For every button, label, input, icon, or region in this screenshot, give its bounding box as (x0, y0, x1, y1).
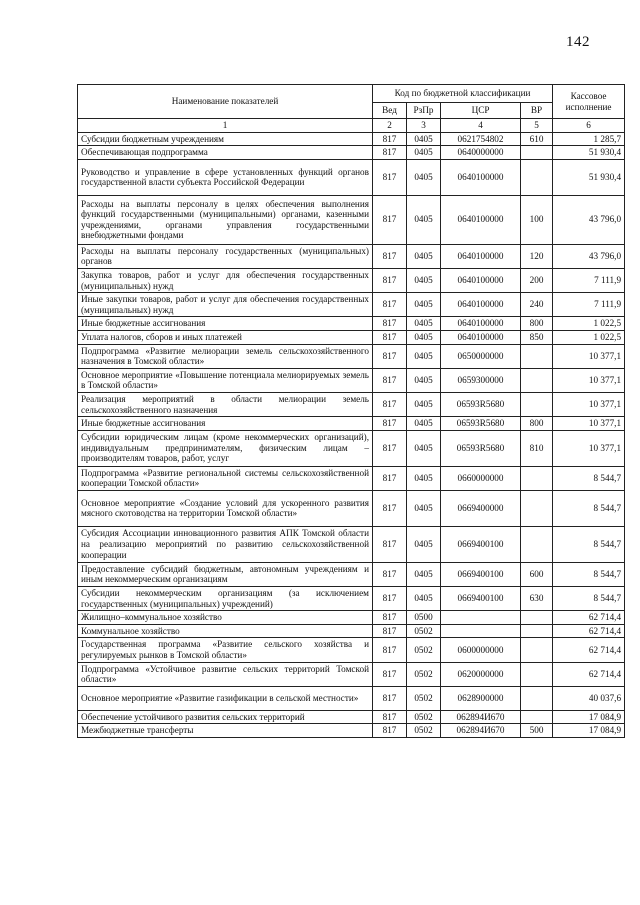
table-row (78, 490, 625, 526)
row-amount: 1 022,5 (553, 330, 625, 344)
row-csr: 0640100000 (441, 330, 521, 344)
header-code-group: Код по бюджетной классификации (373, 85, 553, 103)
row-vr: 810 (521, 430, 553, 466)
row-csr: 0660000000 (441, 466, 521, 490)
row-ved: 817 (373, 330, 407, 344)
row-name: Реализация мероприятий в области мелиорации земель сельскохозяйственного назначения (78, 392, 373, 416)
col-number: 1 (78, 119, 373, 133)
table-row (78, 611, 625, 625)
column-numbers-row (78, 119, 625, 133)
page-number: 142 (566, 34, 590, 50)
row-ved: 817 (373, 710, 407, 724)
table-row (78, 562, 625, 586)
row-ved: 817 (373, 195, 407, 244)
table-row (78, 159, 625, 195)
row-amount: 17 084,9 (553, 724, 625, 738)
row-rzpr: 0502 (407, 662, 441, 686)
row-ved: 817 (373, 662, 407, 686)
row-vr (521, 466, 553, 490)
row-vr (521, 146, 553, 160)
row-csr: 0640000000 (441, 146, 521, 160)
table-row (78, 268, 625, 292)
row-amount: 10 377,1 (553, 392, 625, 416)
row-name: Расходы на выплаты персоналу в целях обеспечения выполнения функций государственными (муниципальными) органами, казенными учреждениями, органами управления государственными внебюджетными фондами (78, 195, 373, 244)
row-amount: 62 714,4 (553, 662, 625, 686)
row-vr (521, 344, 553, 368)
row-name: Уплата налогов, сборов и иных платежей (78, 330, 373, 344)
row-ved: 817 (373, 244, 407, 268)
row-name: Иные закупки товаров, работ и услуг для обеспечения государственных (муниципальных) нужд (78, 293, 373, 317)
table-row (78, 417, 625, 431)
row-rzpr: 0405 (407, 466, 441, 490)
table-row (78, 132, 625, 146)
row-rzpr: 0405 (407, 562, 441, 586)
row-vr: 600 (521, 562, 553, 586)
row-vr: 630 (521, 587, 553, 611)
row-vr: 850 (521, 330, 553, 344)
row-name: Межбюджетные трансферты (78, 724, 373, 738)
row-ved: 817 (373, 562, 407, 586)
row-csr: 0628900000 (441, 686, 521, 710)
row-csr: 0640100000 (441, 159, 521, 195)
row-rzpr: 0405 (407, 244, 441, 268)
row-ved: 817 (373, 368, 407, 392)
row-name: Коммунальное хозяйство (78, 624, 373, 638)
row-name: Субсидии бюджетным учреждениям (78, 132, 373, 146)
row-csr: 0640100000 (441, 244, 521, 268)
row-name: Обеспечивающая подпрограмма (78, 146, 373, 160)
row-vr: 800 (521, 317, 553, 331)
row-amount: 10 377,1 (553, 417, 625, 431)
row-ved: 817 (373, 317, 407, 331)
header-rzpr: РзПр (407, 103, 441, 119)
table-row (78, 526, 625, 562)
row-name: Подпрограмма «Развитие мелиорации земель сельскохозяйственного назначения в Томской области» (78, 344, 373, 368)
table-row (78, 686, 625, 710)
row-vr: 800 (521, 417, 553, 431)
row-ved: 817 (373, 417, 407, 431)
row-csr: 0640100000 (441, 195, 521, 244)
row-amount: 1 022,5 (553, 317, 625, 331)
row-name: Основное мероприятие «Развитие газификации в сельской местности» (78, 686, 373, 710)
row-amount: 8 544,7 (553, 490, 625, 526)
row-ved: 817 (373, 344, 407, 368)
row-vr (521, 392, 553, 416)
row-amount: 10 377,1 (553, 430, 625, 466)
row-csr: 0669400100 (441, 562, 521, 586)
row-amount: 10 377,1 (553, 344, 625, 368)
row-rzpr: 0405 (407, 368, 441, 392)
row-vr (521, 368, 553, 392)
header-csr: ЦСР (441, 103, 521, 119)
table-row (78, 344, 625, 368)
row-rzpr: 0405 (407, 159, 441, 195)
row-vr: 610 (521, 132, 553, 146)
row-name: Расходы на выплаты персоналу государственных (муниципальных) органов (78, 244, 373, 268)
row-vr (521, 611, 553, 625)
table-row (78, 244, 625, 268)
table-row (78, 392, 625, 416)
table-row (78, 624, 625, 638)
row-ved: 817 (373, 466, 407, 490)
row-rzpr: 0405 (407, 490, 441, 526)
row-rzpr: 0502 (407, 624, 441, 638)
row-csr: 0640100000 (441, 268, 521, 292)
row-name: Субсидия Ассоциации инновационного развития АПК Томской области на реализацию мероприятий по развитию сельскохозяйственной кооперации (78, 526, 373, 562)
row-name: Иные бюджетные ассигнования (78, 417, 373, 431)
header-cash: Кассовое исполнение (553, 85, 625, 119)
row-rzpr: 0405 (407, 268, 441, 292)
row-rzpr: 0405 (407, 293, 441, 317)
row-ved: 817 (373, 159, 407, 195)
header-row-1 (78, 85, 625, 103)
row-amount: 62 714,4 (553, 611, 625, 625)
row-rzpr: 0405 (407, 317, 441, 331)
col-number: 3 (407, 119, 441, 133)
row-amount: 8 544,7 (553, 562, 625, 586)
row-name: Субсидии некоммерческим организациям (за исключением государственных (муниципальных) учреждений) (78, 587, 373, 611)
table-row (78, 430, 625, 466)
row-vr (521, 490, 553, 526)
row-rzpr: 0405 (407, 417, 441, 431)
row-name: Основное мероприятие «Повышение потенциала мелиорируемых земель в Томской области» (78, 368, 373, 392)
row-name: Иные бюджетные ассигнования (78, 317, 373, 331)
row-vr (521, 624, 553, 638)
row-name: Предоставление субсидий бюджетным, автономным учреждениям и иным некоммерческим организациям (78, 562, 373, 586)
row-ved: 817 (373, 638, 407, 662)
row-rzpr: 0405 (407, 526, 441, 562)
row-csr (441, 611, 521, 625)
row-amount: 1 285,7 (553, 132, 625, 146)
row-ved: 817 (373, 430, 407, 466)
row-amount: 8 544,7 (553, 587, 625, 611)
row-csr: 0600000000 (441, 638, 521, 662)
row-amount: 43 796,0 (553, 195, 625, 244)
row-ved: 817 (373, 293, 407, 317)
row-rzpr: 0502 (407, 638, 441, 662)
row-amount: 8 544,7 (553, 466, 625, 490)
row-ved: 817 (373, 490, 407, 526)
row-csr: 0650000000 (441, 344, 521, 368)
row-csr: 0669400100 (441, 526, 521, 562)
row-vr: 240 (521, 293, 553, 317)
row-rzpr: 0405 (407, 330, 441, 344)
table-row (78, 587, 625, 611)
row-amount: 62 714,4 (553, 624, 625, 638)
row-vr (521, 710, 553, 724)
row-ved: 817 (373, 587, 407, 611)
row-amount: 7 111,9 (553, 293, 625, 317)
col-number: 6 (553, 119, 625, 133)
table-row (78, 368, 625, 392)
row-amount: 40 037,6 (553, 686, 625, 710)
row-csr: 0620000000 (441, 662, 521, 686)
row-vr (521, 638, 553, 662)
col-number: 5 (521, 119, 553, 133)
header-name: Наименование показателей (78, 85, 373, 119)
row-amount: 51 930,4 (553, 146, 625, 160)
row-rzpr: 0500 (407, 611, 441, 625)
row-vr (521, 662, 553, 686)
row-name: Субсидии юридическим лицам (кроме некоммерческих организаций), индивидуальным предпринимателям, физическим лицам – производителям товаров, работ, услуг (78, 430, 373, 466)
row-ved: 817 (373, 611, 407, 625)
row-rzpr: 0405 (407, 430, 441, 466)
row-ved: 817 (373, 268, 407, 292)
row-csr: 0669400000 (441, 490, 521, 526)
table-body (78, 132, 625, 737)
row-amount: 62 714,4 (553, 638, 625, 662)
table-row (78, 662, 625, 686)
table-row (78, 146, 625, 160)
row-ved: 817 (373, 686, 407, 710)
row-amount: 10 377,1 (553, 368, 625, 392)
row-rzpr: 0405 (407, 146, 441, 160)
header-ved: Вед (373, 103, 407, 119)
table-row (78, 466, 625, 490)
row-vr (521, 159, 553, 195)
row-csr: 06593R5680 (441, 392, 521, 416)
row-rzpr: 0502 (407, 710, 441, 724)
row-rzpr: 0502 (407, 686, 441, 710)
col-number: 4 (441, 119, 521, 133)
row-amount: 43 796,0 (553, 244, 625, 268)
row-rzpr: 0405 (407, 587, 441, 611)
row-csr: 062894И670 (441, 724, 521, 738)
row-ved: 817 (373, 724, 407, 738)
row-vr: 200 (521, 268, 553, 292)
row-name: Закупка товаров, работ и услуг для обеспечения государственных (муниципальных) нужд (78, 268, 373, 292)
row-csr: 0640100000 (441, 293, 521, 317)
row-csr: 0659300000 (441, 368, 521, 392)
row-amount: 8 544,7 (553, 526, 625, 562)
row-ved: 817 (373, 132, 407, 146)
table-row (78, 330, 625, 344)
table-row (78, 638, 625, 662)
row-csr: 062894И670 (441, 710, 521, 724)
table-row (78, 293, 625, 317)
row-vr: 120 (521, 244, 553, 268)
table-row (78, 195, 625, 244)
row-ved: 817 (373, 146, 407, 160)
row-rzpr: 0405 (407, 132, 441, 146)
row-amount: 51 930,4 (553, 159, 625, 195)
row-vr (521, 526, 553, 562)
row-csr: 06593R5680 (441, 430, 521, 466)
row-csr: 06593R5680 (441, 417, 521, 431)
row-name: Подпрограмма «Развитие региональной системы сельскохозяйственной кооперации Томской области» (78, 466, 373, 490)
table-row (78, 710, 625, 724)
table-row (78, 724, 625, 738)
row-name: Государственная программа «Развитие сельского хозяйства и регулируемых рынков в Томской области» (78, 638, 373, 662)
row-csr: 0669400100 (441, 587, 521, 611)
row-name: Основное мероприятие «Создание условий для ускоренного развития мясного скотоводства на территории Томской области» (78, 490, 373, 526)
row-name: Руководство и управление в сфере установленных функций органов государственной власти субъекта Российской Федерации (78, 159, 373, 195)
row-amount: 17 084,9 (553, 710, 625, 724)
col-number: 2 (373, 119, 407, 133)
header-vr: ВР (521, 103, 553, 119)
row-rzpr: 0502 (407, 724, 441, 738)
row-rzpr: 0405 (407, 344, 441, 368)
row-vr: 100 (521, 195, 553, 244)
row-name: Подпрограмма «Устойчивое развитие сельских территорий Томской области» (78, 662, 373, 686)
table-row (78, 317, 625, 331)
row-csr: 0621754802 (441, 132, 521, 146)
row-ved: 817 (373, 526, 407, 562)
row-name: Жилищно–коммунальное хозяйство (78, 611, 373, 625)
row-vr (521, 686, 553, 710)
budget-table (77, 84, 625, 738)
row-rzpr: 0405 (407, 195, 441, 244)
row-csr (441, 624, 521, 638)
row-vr: 500 (521, 724, 553, 738)
row-ved: 817 (373, 624, 407, 638)
row-ved: 817 (373, 392, 407, 416)
row-amount: 7 111,9 (553, 268, 625, 292)
row-name: Обеспечение устойчивого развития сельских территорий (78, 710, 373, 724)
row-csr: 0640100000 (441, 317, 521, 331)
row-rzpr: 0405 (407, 392, 441, 416)
